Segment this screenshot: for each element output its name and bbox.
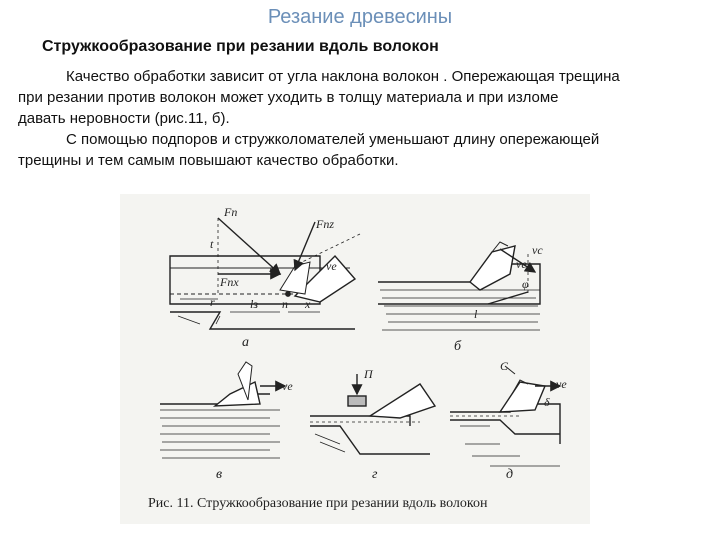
label-ls: lз: [250, 297, 259, 311]
label-fn: Fn: [224, 205, 238, 219]
body-text: [18, 66, 692, 171]
label-vc: vc: [532, 243, 543, 257]
paragraph-1-line-2: при резании против волокон может уходить в толщу материала и при изломе: [18, 89, 559, 106]
label-phi: φ: [522, 277, 529, 291]
label-fnz: Fnz: [316, 217, 334, 231]
label-n: n: [282, 297, 288, 311]
label-ve-a: ve: [326, 259, 337, 273]
label-l-b: l: [474, 307, 478, 321]
panel-d-drawing: [310, 374, 435, 454]
section-subtitle: Стружкообразование при резании вдоль волокон: [42, 38, 439, 55]
panel-e-drawing: [450, 366, 560, 466]
paragraph-1-line-3: давать неровности (рис.11, б).: [18, 110, 230, 127]
slide-title: Резание древесины: [267, 6, 453, 28]
paragraph-2-line-1: С помощью подпоров и стружколомателей уменьшают длину опережающей: [66, 131, 600, 148]
label-c: C: [500, 359, 509, 373]
label-force-p: П: [364, 367, 373, 381]
label-fnx: Fnx: [220, 275, 239, 289]
panel-label-b: б: [454, 339, 462, 354]
panel-label-a: а: [242, 335, 249, 350]
panel-label-c: в: [216, 467, 223, 482]
paragraph-2: [18, 129, 692, 171]
paragraph-1: [18, 66, 692, 129]
paragraph-1-line-1: Качество обработки зависит от угла наклона волокон . Опережающая трещина: [66, 68, 620, 85]
label-x: x: [305, 297, 311, 311]
panel-label-e: д: [506, 467, 514, 482]
figure-caption: Рис. 11. Стружкообразование при резании вдоль волокон: [148, 496, 488, 511]
label-ve-c: ve: [282, 379, 293, 393]
label-t: t: [210, 237, 214, 251]
label-r: r: [210, 295, 215, 309]
figure-drawing: [120, 194, 590, 524]
label-ve-b: ve: [516, 257, 527, 271]
paragraph-2-line-2: трещины и тем самым повышают качество обработки.: [18, 152, 399, 169]
figure-scan: [120, 194, 590, 524]
panel-b-drawing: [378, 242, 540, 330]
label-ve-d: ve: [556, 377, 567, 391]
label-delta: δ: [544, 395, 550, 409]
panel-label-d: г: [372, 467, 378, 482]
panel-c-drawing: [160, 362, 285, 458]
panel-a-drawing: [170, 218, 360, 329]
